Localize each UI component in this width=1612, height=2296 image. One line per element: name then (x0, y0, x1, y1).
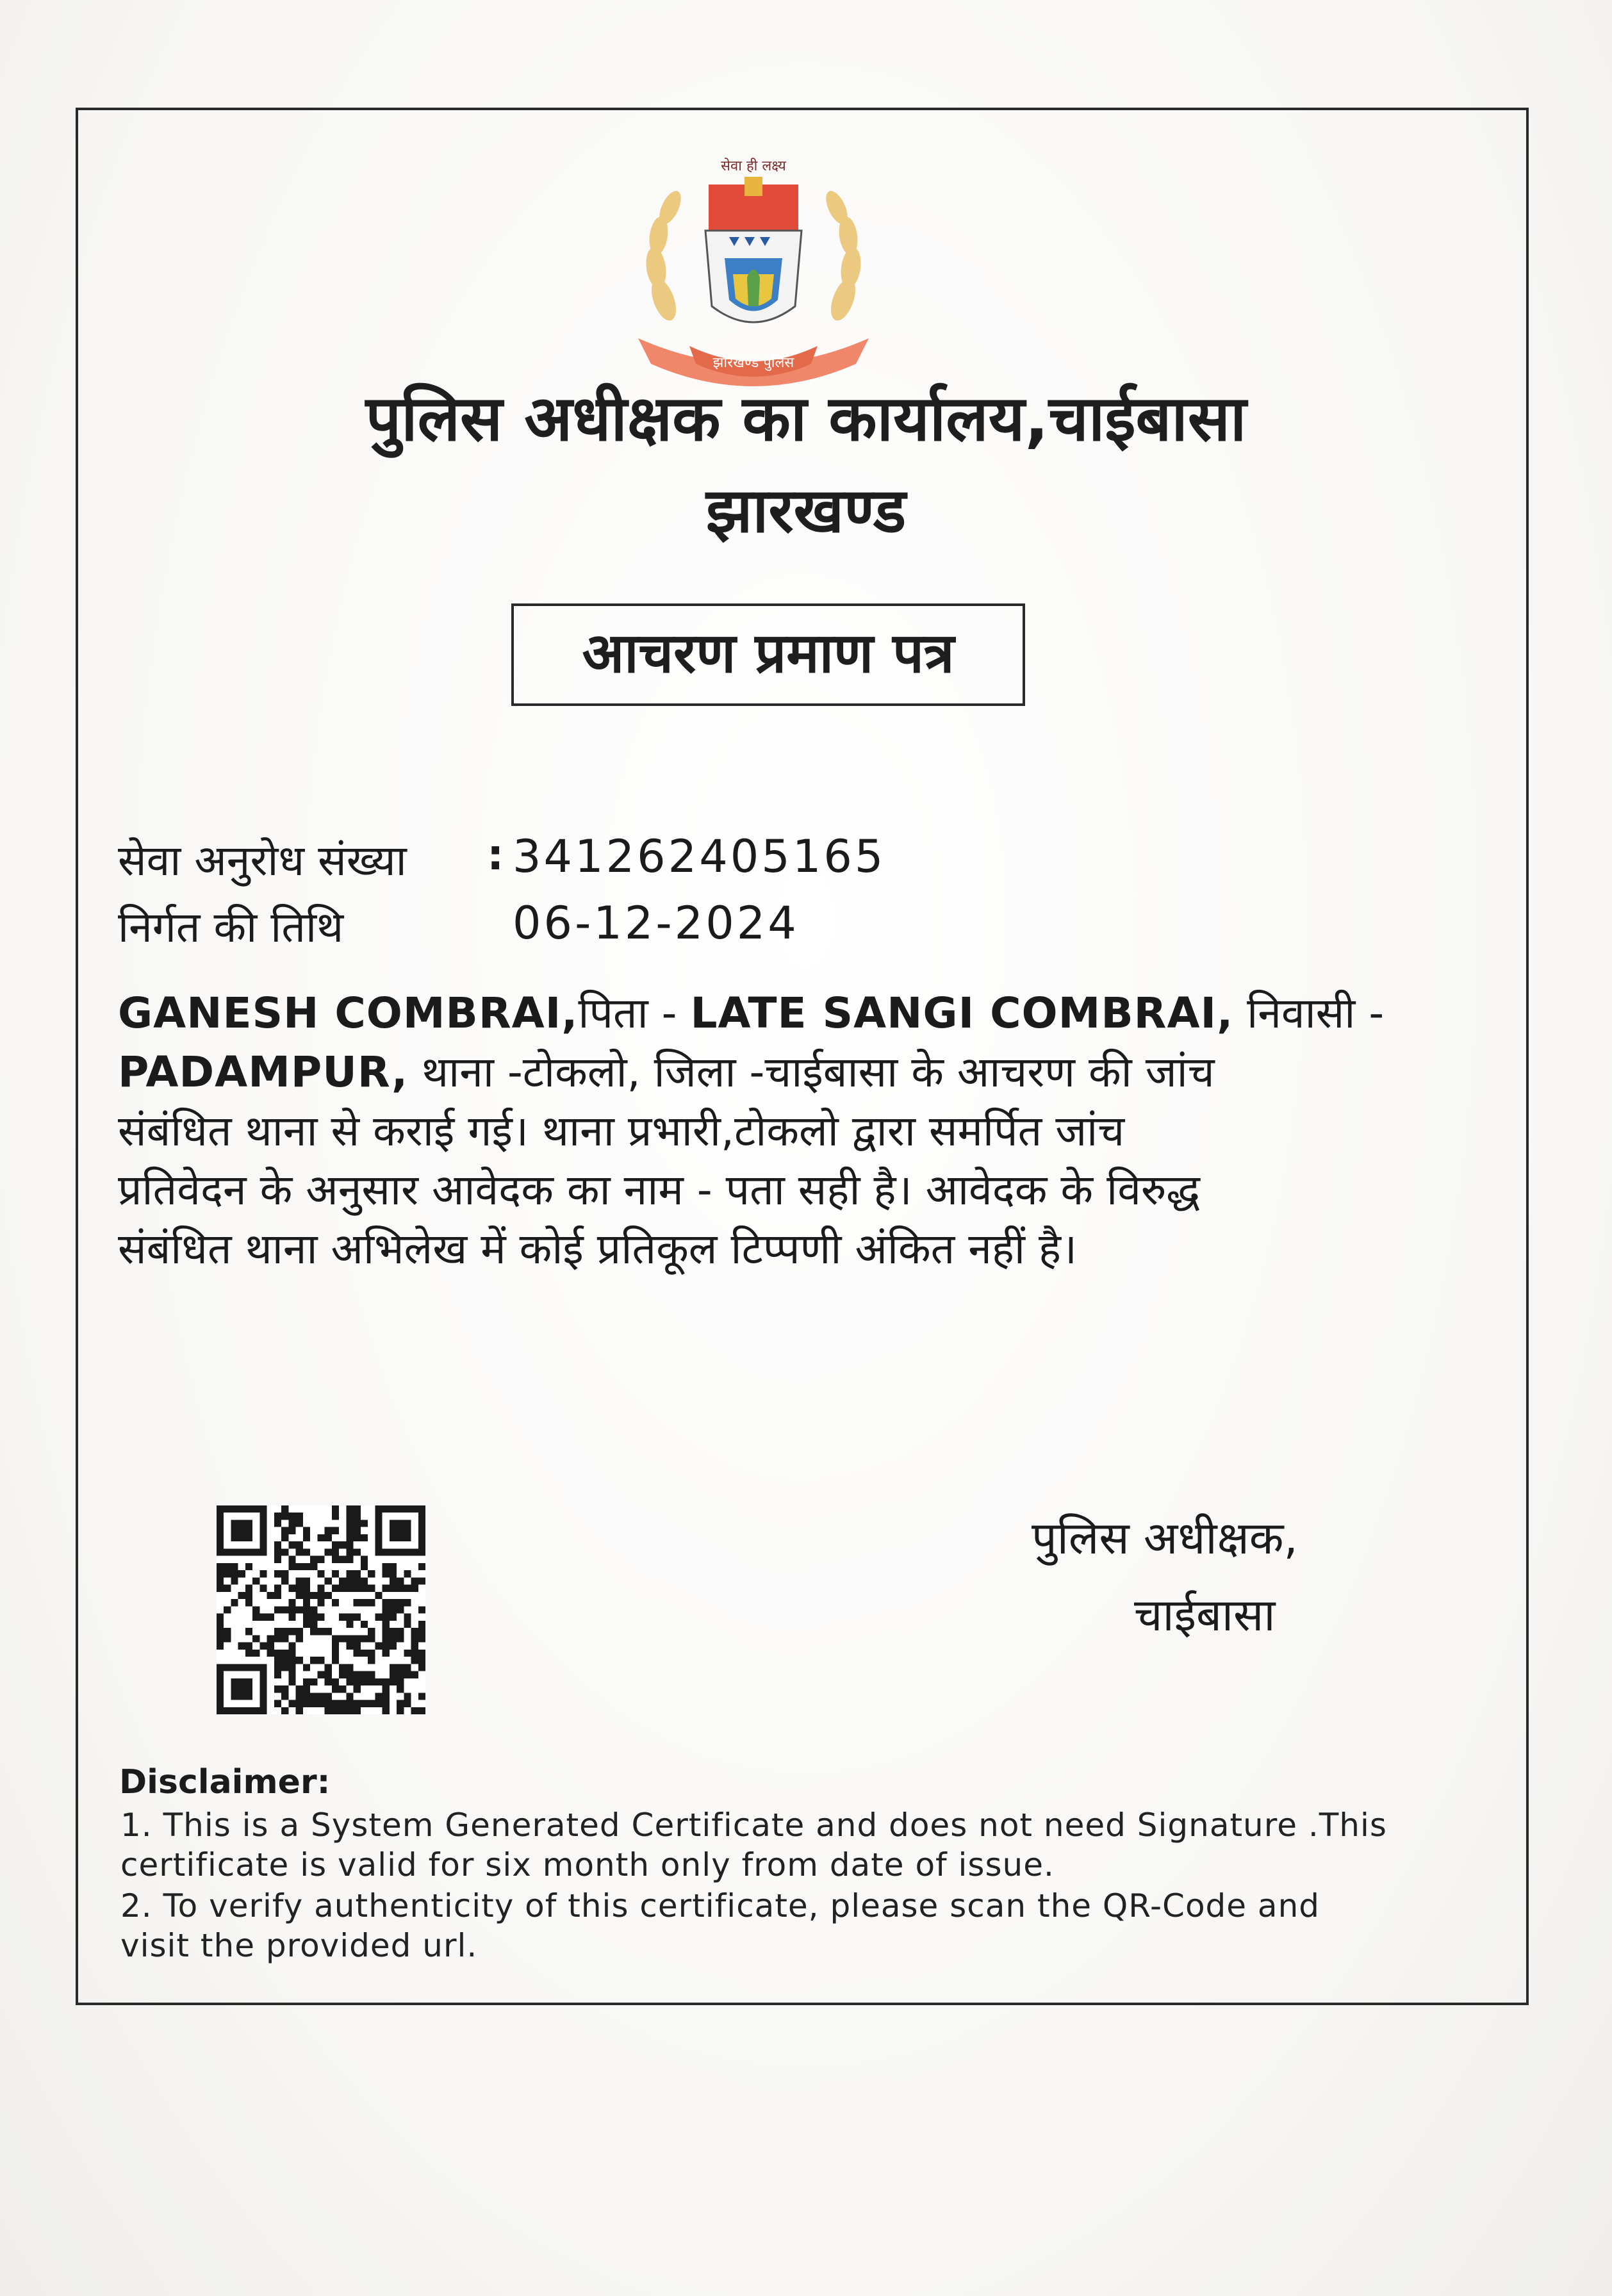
disclaimer-title: Disclaimer: (119, 1763, 331, 1801)
disclaimer-line-1: 1. This is a System Generated Certificate and does not need Signature .This (120, 1807, 1387, 1844)
certificate-title: आचरण प्रमाण पत्र (582, 621, 955, 685)
issue-date-label: निर्गत की तिथि (118, 903, 344, 952)
certificate-body (118, 984, 1502, 1279)
state-title: झारखण्ड (705, 475, 907, 546)
father-name: LATE SANGI COMBRAI, (690, 988, 1234, 1038)
emblem-motto: सेवा ही लक्ष्य (721, 158, 786, 174)
request-number-value: 341262405165 (513, 830, 886, 883)
applicant-name: GANESH COMBRAI, (118, 988, 579, 1038)
resident-label: निवासी - (1233, 988, 1385, 1038)
signatory-place: चाईबासा (1134, 1589, 1276, 1641)
issue-date-value: 06-12-2024 (513, 897, 799, 949)
request-number-separator: : (487, 830, 504, 880)
police-emblem-logo (619, 146, 888, 402)
verification-qr-code[interactable] (217, 1505, 425, 1714)
body-line-2 (118, 1043, 1502, 1102)
village-name: PADAMPUR, (118, 1047, 409, 1097)
signatory-designation: पुलिस अधीक्षक, (1032, 1512, 1298, 1564)
disclaimer-line-4: visit the provided url. (120, 1927, 478, 1964)
certificate-title-box (511, 603, 1025, 706)
body-line-1 (118, 984, 1502, 1043)
father-label: पिता - (578, 988, 691, 1038)
police-station-district: थाना -टोकलो, जिला -चाईबासा के आचरण की जांच (408, 1047, 1215, 1097)
body-line-3: संबंधित थाना से कराई गई। थाना प्रभारी,टोकलो द्वारा समर्पित जांच (118, 1106, 1125, 1156)
office-title: पुलिस अधीक्षक का कार्यालय,चाईबासा (365, 382, 1247, 455)
request-number-label: सेवा अनुरोध संख्या (118, 836, 407, 885)
body-line-4: प्रतिवेदन के अनुसार आवेदक का नाम - पता सही है। आवेदक के विरुद्ध (118, 1165, 1201, 1215)
emblem-ribbon-text: झारखण्ड पुलिस (712, 355, 794, 371)
disclaimer-line-2: certificate is valid for six month only from date of issue. (120, 1846, 1055, 1883)
body-line-5: संबंधित थाना अभिलेख में कोई प्रतिकूल टिप्पणी अंकित नहीं है। (118, 1224, 1078, 1274)
disclaimer-line-3: 2. To verify authenticity of this certificate, please scan the QR-Code and (120, 1887, 1320, 1924)
